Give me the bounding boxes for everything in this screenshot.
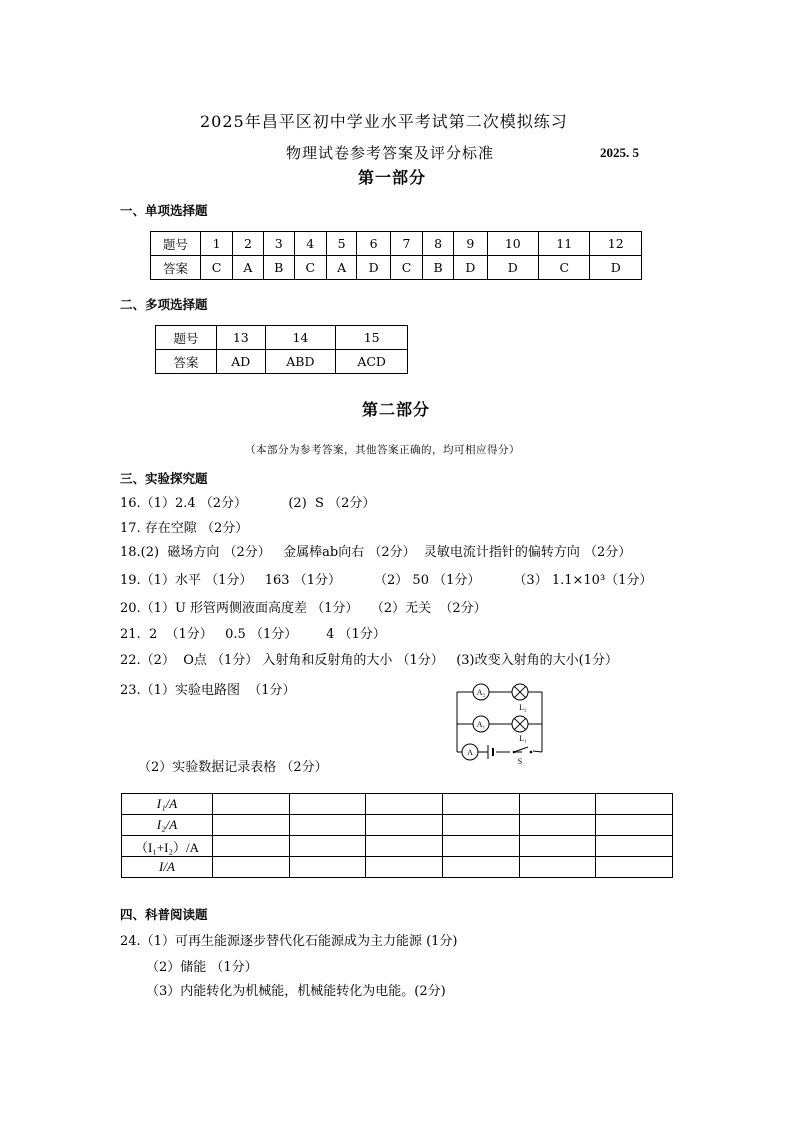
answer-row (151, 256, 642, 280)
multi-choice-heading: 二、多项选择题 (120, 297, 208, 312)
table-row (122, 794, 673, 815)
answer-cell: D (357, 256, 391, 280)
answer-cell: D (454, 256, 488, 280)
question-number: 6 (357, 232, 391, 256)
answer-q16: 16.（1）2.4 （2分） (2) S （2分） (120, 496, 376, 511)
row-label: （I₁+I₂）/A (122, 836, 213, 857)
experiment-heading: 三、实验探究题 (120, 471, 208, 486)
exam-title: 2025年昌平区初中学业水平考试第二次模拟练习 (200, 112, 568, 131)
answer-q24-1: 24.（1）可再生能源逐步替代化石能源成为主力能源 (1分) (120, 934, 458, 949)
answer-q23-1: 23.（1）实验电路图 （1分） (120, 683, 296, 698)
table-row (122, 836, 673, 857)
question-number: 13 (217, 326, 266, 350)
answer-q20: 20.（1）U 形管两侧液面高度差 （1分） （2）无关 （2分） (120, 601, 487, 616)
answer-cell: C (294, 256, 326, 280)
answer-cell: D (590, 256, 642, 280)
table-row (122, 857, 673, 878)
lamp-l2-icon (512, 684, 528, 712)
question-number: 10 (487, 232, 538, 256)
circuit-diagram (450, 680, 580, 770)
question-number: 12 (590, 232, 642, 256)
row-label: I₂/A (122, 815, 213, 836)
row-label: 答案 (156, 350, 217, 374)
answer-cell: A (233, 256, 264, 280)
question-number: 7 (390, 232, 422, 256)
answer-q18: 18.(2) 磁场方向 （2分） 金属棒ab向右 （2分） 灵敏电流计指针的偏转方向 （2分） (120, 545, 632, 560)
answer-q21: 21. 2 （1分） 0.5 （1分） 4 （1分） (120, 627, 386, 642)
svg-text:A₁: A₁ (476, 720, 486, 729)
question-number: 2 (233, 232, 264, 256)
answer-q19: 19.（1）水平 （1分） 163 （1分） （2） 50 （1分） （3） 1.1×10³（1分） (120, 573, 653, 588)
data-record-table (121, 793, 673, 878)
row-label: 题号 (156, 326, 217, 350)
question-number: 14 (265, 326, 336, 350)
answer-cell: A (326, 256, 357, 280)
answer-cell: C (390, 256, 422, 280)
answer-q24-2: （2）储能 （1分） (146, 960, 258, 975)
part2-title: 第二部分 (362, 400, 431, 419)
question-number: 5 (326, 232, 357, 256)
question-number: 8 (423, 232, 454, 256)
multi-choice-table (155, 325, 408, 374)
switch-label: S (517, 757, 523, 766)
part2-note: （本部分为参考答案，其他答案正确的，均可相应得分） (245, 444, 520, 456)
exam-subtitle: 物理试卷参考答案及评分标准 (286, 144, 495, 162)
exam-date: 2025. 5 (600, 145, 639, 160)
answer-cell: C (201, 256, 233, 280)
ammeter-a2-icon (473, 684, 489, 700)
answer-q22: 22.（2） O点 （1分） 入射角和反射角的大小 （1分） (3)改变入射角的大小(1分） (120, 653, 618, 668)
answer-cell: AD (217, 350, 266, 374)
question-number: 1 (201, 232, 233, 256)
answer-cell: ABD (265, 350, 336, 374)
answer-cell: D (487, 256, 538, 280)
question-number: 9 (454, 232, 488, 256)
question-number: 3 (263, 232, 294, 256)
lamp-l1-icon (512, 716, 528, 743)
number-row (156, 326, 408, 350)
single-choice-heading: 一、单项选择题 (120, 203, 208, 218)
answer-q24-3: （3）内能转化为机械能，机械能转化为电能。(2分) (146, 984, 446, 999)
single-choice-table (150, 231, 642, 280)
reading-heading: 四、科普阅读题 (120, 907, 208, 922)
answer-q23-2: （2）实验数据记录表格 （2分） (138, 760, 328, 775)
answer-cell: B (423, 256, 454, 280)
number-row (151, 232, 642, 256)
row-label: 题号 (151, 232, 201, 256)
answer-cell: ACD (336, 350, 408, 374)
svg-text:L₂: L₂ (519, 703, 527, 712)
question-number: 4 (294, 232, 326, 256)
row-label: I/A (122, 857, 213, 878)
svg-text:A: A (467, 748, 473, 757)
part1-title: 第一部分 (358, 168, 427, 187)
row-label: 答案 (151, 256, 201, 280)
row-label: I₁/A (122, 794, 213, 815)
table-row (122, 815, 673, 836)
ammeter-a-icon (462, 744, 478, 760)
ammeter-a1-icon (473, 716, 489, 732)
answer-q17: 17. 存在空隙 （2分） (120, 521, 249, 536)
answer-cell: C (539, 256, 590, 280)
question-number: 11 (539, 232, 590, 256)
answer-row (156, 350, 408, 374)
svg-text:A₂: A₂ (476, 688, 486, 697)
question-number: 15 (336, 326, 408, 350)
answer-cell: B (263, 256, 294, 280)
svg-text:L₁: L₁ (519, 734, 527, 743)
